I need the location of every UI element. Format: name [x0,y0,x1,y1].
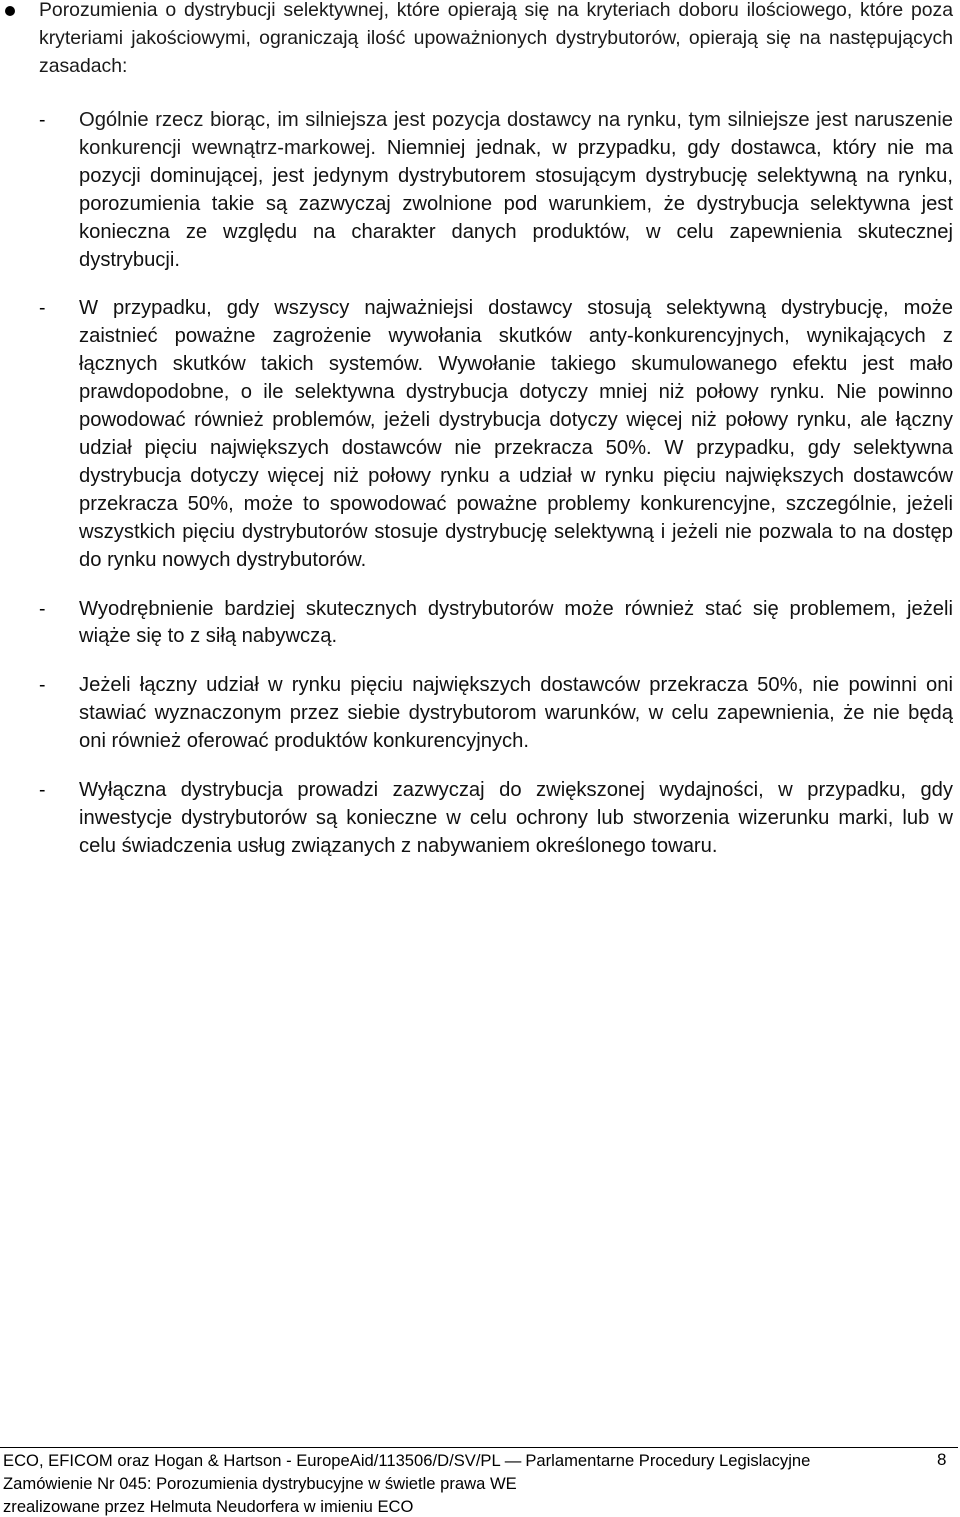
list-item-text-part: Ogólnie rzecz biorąc, im silniejsza jest pozycja dostawcy na rynku, tym silniejsze jest naruszenie konkurencji wewnątrz-markowej. [79,109,953,159]
list-item-text: Wyodrębnienie bardziej skutecznych dystrybutorów może również stać się problemem, jeżeli wiąże się to z siłą nabywczą. [79,597,953,648]
list-item [0,295,960,574]
dash-marker: - [39,674,46,697]
list-item [0,596,960,652]
list-item-text: Wyłączna dystrybucja prowadzi zazwyczaj do zwiększonej wydajności, w przypadku, gdy inwestycje dystrybutorów są konieczne w celu ochrony lub stworzenia wizerunku marki, lub w celu świadczenia usług związanych z nabywaniem określonego towaru. [79,779,953,857]
footer-project-text: ECO, EFICOM oraz Hogan & Hartson - EuropeAid/113506/D/SV/PL [3,1451,501,1470]
dash-marker: - [39,597,46,620]
footer-line-author: zrealizowane przez Helmuta Neudorfera w imieniu ECO [3,1497,414,1516]
list-item [0,777,960,861]
footer-program-text: Parlamentarne Procedury Legislacyjne [525,1451,811,1470]
list-item-text: Jeżeli łączny udział w rynku pięciu największych dostawców przekracza 50%, nie powinni oni stawiać wyznaczonym przez siebie dystrybutorom warunków, w celu zapewnienia, że nie będą oni również oferować produktów konkurencyjnych. [79,674,953,753]
list-item-text: W przypadku, gdy wszyscy najważniejsi dostawcy stosują selektywną dystrybucję, może zaistnieć poważne zagrożenie wywołania skutków anty-konkurencyjnych, wynikających z łącznych skutków takich systemów. Wywołanie takiego skumulowanego efektu jest mało prawdopodobne, o ile selektywna dystrybucja dotyczy mniej niż połowy rynku. Nie powinno powodować również problemów, jeżeli dystrybucja dotyczy więcej niż połowy rynku, ale łączny udział pięciu największych dostawców nie przekracza 50%. W przypadku, gdy selektywna dystrybucja dotyczy więcej niż połowy rynku a udział w rynku pięciu największych dostawców przekracza 50%, może to spowodować poważne problemy konkurencyjne, szczególnie, jeżeli wszystkich pięciu dystrybutorów stosuje dystrybucję selektywną i jeżeli nie pozwala to na dostęp do rynku nowych dystrybutorów. [79,297,953,571]
intro-paragraph: Porozumienia o dystrybucji selektywnej, które opierają się na kryteriach doboru ilościowego, które poza kryteriami jakościowymi, ograniczają ilość upoważnionych dystrybutorów, opierają się na następujących zasadach: [39,0,953,77]
dash-list [0,107,960,882]
footer-divider [0,1447,958,1448]
footer-line-order: Zamówienie Nr 045: Porozumienia dystrybucyjne w świetle prawa WE [3,1474,517,1493]
dash-marker: - [39,109,46,131]
footer-line-project [3,1451,810,1471]
list-item-text [79,107,953,274]
footer-dash: — [504,1451,522,1470]
dash-marker: - [39,779,46,802]
list-item-text-part: Niemniej jednak, w przypadku, gdy dostawca, który nie ma pozycji dominującej, jest jedynym dystrybutorem stosującym dystrybucję selektywną na rynku, porozumienia takie są zazwyczaj zwolnione pod warunkiem, że dystrybucja selektywna jest konieczna ze względu na charakter danych produktów, w celu zapewnienia skutecznej dystrybucji. [79,136,953,271]
bullet-dot-icon [5,6,15,16]
dash-marker: - [39,297,46,320]
page-number: 8 [937,1450,947,1469]
list-item [0,672,960,756]
list-item [0,107,960,274]
